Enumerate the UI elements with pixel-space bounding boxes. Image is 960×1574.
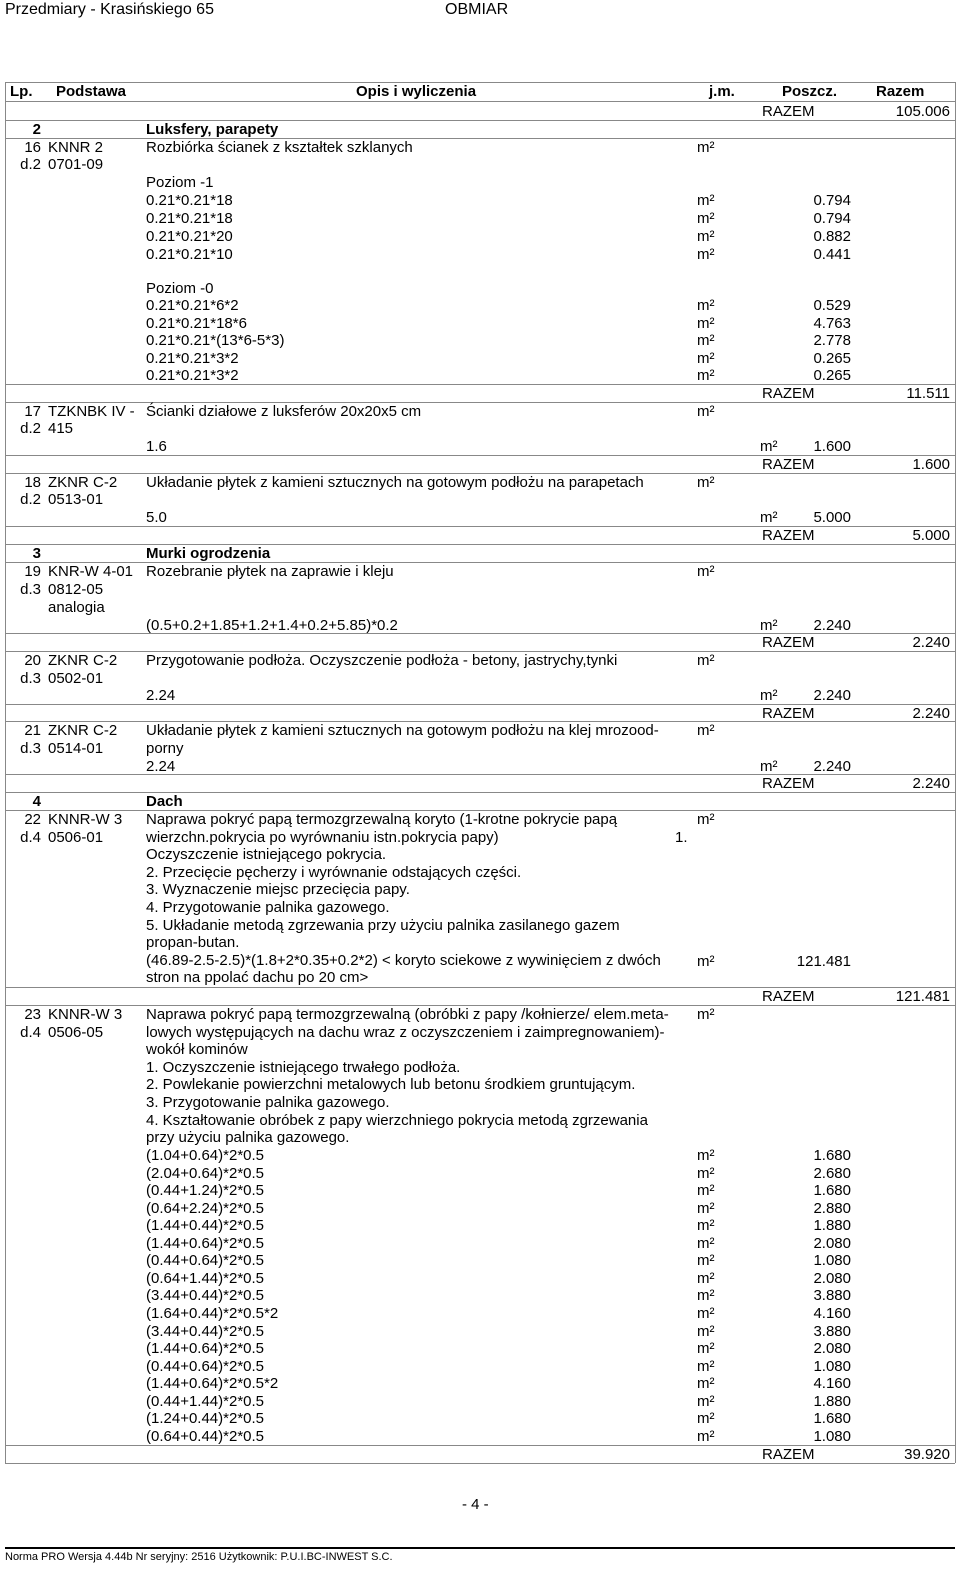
calc-value: 1.880 — [813, 1217, 851, 1235]
item-unit: m² — [697, 563, 715, 580]
calc-formula: (0.44+0.64)*2*0.5 — [146, 1252, 265, 1270]
item-description: Przygotowanie podłoża. Oczyszczenie podłoża - betony, jastrychy,tynki — [146, 652, 618, 669]
document-title: Przedmiary - Krasińskiego 65 — [5, 1, 214, 18]
calc-unit: m² — [697, 349, 715, 367]
calc-unit: m² — [697, 1217, 715, 1235]
calc-value: 2.240 — [813, 617, 851, 634]
calc-formula: (0.64+0.44)*2*0.5 — [146, 1427, 265, 1445]
calc-unit: m² — [697, 953, 715, 970]
calc-unit: m² — [697, 332, 715, 349]
item-basis-code: 0506-05 — [48, 1024, 104, 1041]
calc-formula: (1.44+0.64)*2*0.5*2 — [146, 1375, 279, 1393]
group-label: Poziom -1 — [146, 174, 214, 191]
description-line: przy użyciu palnika gazowego. — [146, 1129, 350, 1147]
item-lp: 23 — [24, 1006, 41, 1023]
calc-formula: 0.21*0.21*10 — [146, 246, 233, 263]
item-description: Rozebranie płytek na zaprawie i kleju — [146, 563, 394, 580]
calc-unit: m² — [697, 1304, 715, 1322]
description-line: wokół kominów — [146, 1041, 248, 1059]
razem-label: RAZEM — [762, 634, 815, 651]
item-unit: m² — [697, 1006, 715, 1023]
calc-formula: 0.21*0.21*3*2 — [146, 349, 239, 367]
calc-value: 2.240 — [813, 758, 851, 775]
section-title: Luksfery, parapety — [146, 121, 279, 138]
calc-formula: 0.21*0.21*3*2 — [146, 367, 239, 384]
description-line: 4. Kształtowanie obróbek z papy wierzchniego pokrycia metodą zgrzewania — [146, 1111, 648, 1129]
item-basis-code: 0513-01 — [48, 491, 104, 508]
razem-label: RAZEM — [762, 103, 815, 120]
calc-formula: (3.44+0.44)*2*0.5 — [146, 1322, 265, 1340]
calc-unit: m² — [697, 1164, 715, 1182]
calc-formula: (1.24+0.44)*2*0.5 — [146, 1410, 265, 1428]
item-unit: m² — [697, 811, 715, 828]
calc-value: 3.880 — [813, 1287, 851, 1305]
page-number: - 4 - — [462, 1496, 489, 1513]
razem-value: 105.006 — [895, 103, 950, 120]
calc-unit: m² — [697, 1340, 715, 1358]
calc-formula: (0.64+1.44)*2*0.5 — [146, 1269, 265, 1287]
item-lp-dept: d.2 — [20, 420, 41, 437]
item-basis: KNR-W 4-01 — [48, 563, 134, 580]
calc-value: 5.000 — [813, 509, 851, 526]
item-lp-dept: d.3 — [20, 581, 41, 598]
calc-formula: (0.44+1.24)*2*0.5 — [146, 1182, 265, 1200]
calc-unit: m² — [697, 1147, 715, 1164]
calc-unit: m² — [697, 297, 715, 314]
item-description-cont: porny — [146, 740, 184, 757]
item-basis: TZKNBK IV - — [48, 403, 135, 420]
description-line: propan-butan. — [146, 934, 240, 952]
razem-value: 11.511 — [906, 385, 950, 402]
item-unit: m² — [697, 652, 715, 669]
item-basis: KNNR-W 3 — [48, 811, 123, 828]
item-description: Ścianki działowe z luksferów 20x20x5 cm — [146, 403, 422, 420]
calc-formula: (3.44+0.44)*2*0.5 — [146, 1287, 265, 1305]
item-basis-code: 0812-05 — [48, 581, 104, 598]
calc-formula: 0.21*0.21*18*6 — [146, 314, 247, 332]
razem-label: RAZEM — [762, 456, 815, 473]
section-number: 2 — [32, 121, 41, 138]
calc-formula: 2.24 — [146, 687, 176, 704]
calc-value: 121.481 — [796, 953, 851, 970]
description-line: 2. Przecięcie pęcherzy i wyrównanie odstających części. — [146, 863, 522, 881]
calc-formula: (0.44+0.64)*2*0.5 — [146, 1357, 265, 1375]
step-number: 1. — [675, 829, 688, 846]
item-lp: 22 — [24, 811, 41, 828]
calc-value: 0.441 — [813, 246, 851, 263]
calc-formula: (1.04+0.64)*2*0.5 — [146, 1147, 265, 1164]
calc-unit: m² — [697, 1322, 715, 1340]
calc-unit: m² — [697, 367, 715, 384]
description-line: Oczyszczenie istniejącego pokrycia. — [146, 846, 387, 864]
calc-unit: m² — [760, 438, 778, 455]
item-unit: m² — [697, 722, 715, 739]
footer-text: Norma PRO Wersja 4.44b Nr seryjny: 2516 Użytkownik: P.U.I.BC-INWEST S.C. — [5, 1551, 393, 1563]
calc-unit: m² — [760, 758, 778, 775]
calc-value: 0.882 — [813, 228, 851, 245]
calc-value: 2.680 — [813, 1164, 851, 1182]
razem-value: 39.920 — [904, 1446, 950, 1463]
calc-value: 0.265 — [813, 349, 851, 367]
calc-value: 1.680 — [813, 1147, 851, 1164]
calc-unit: m² — [697, 228, 715, 245]
calc-unit: m² — [697, 1357, 715, 1375]
calc-unit: m² — [697, 1234, 715, 1252]
item-lp-dept: d.3 — [20, 740, 41, 757]
razem-label: RAZEM — [762, 988, 815, 1005]
section-title: Dach — [146, 793, 183, 810]
item-description: Rozbiórka ścianek z kształtek szklanych — [146, 139, 413, 156]
razem-value: 5.000 — [912, 527, 950, 544]
calc-value: 1.080 — [813, 1357, 851, 1375]
section-title: OBMIAR — [445, 1, 509, 18]
razem-value: 121.481 — [895, 988, 950, 1005]
section-number: 3 — [32, 545, 41, 562]
calc-value: 0.794 — [813, 192, 851, 209]
item-basis: ZKNR C-2 — [48, 474, 118, 491]
calc-unit: m² — [760, 687, 778, 704]
calc-unit: m² — [697, 1392, 715, 1410]
description-line: 1. Oczyszczenie istniejącego trwałego podłoża. — [146, 1058, 461, 1076]
calc-formula: (0.44+1.44)*2*0.5 — [146, 1392, 265, 1410]
calc-formula: (1.64+0.44)*2*0.5*2 — [146, 1304, 279, 1322]
item-basis-code: 0506-01 — [48, 829, 104, 846]
item-lp-dept: d.4 — [20, 829, 41, 846]
col-jm: j.m. — [709, 83, 735, 100]
calc-unit: m² — [697, 1410, 715, 1428]
item-basis: ZKNR C-2 — [48, 722, 118, 739]
section-title: Murki ogrodzenia — [146, 545, 271, 562]
col-opis: Opis i wyliczenia — [356, 83, 477, 100]
calc-value: 4.763 — [813, 314, 851, 332]
item-lp: 20 — [24, 652, 41, 669]
razem-value: 2.240 — [912, 634, 950, 651]
col-poszcz: Poszcz. — [782, 83, 838, 100]
item-basis-code: 0514-01 — [48, 740, 104, 757]
calc-unit: m² — [760, 617, 778, 634]
calc-unit: m² — [697, 210, 715, 227]
calc-formula: (1.44+0.44)*2*0.5 — [146, 1217, 265, 1235]
calc-value: 2.080 — [813, 1269, 851, 1287]
razem-value: 2.240 — [912, 775, 950, 792]
item-lp-dept: d.2 — [20, 491, 41, 508]
calc-formula: (0.5+0.2+1.85+1.2+1.4+0.2+5.85)*0.2 — [146, 617, 398, 634]
razem-label: RAZEM — [762, 1446, 815, 1463]
calc-formula: 0.21*0.21*18 — [146, 192, 233, 209]
calc-formula: 0.21*0.21*18 — [146, 210, 233, 227]
calc-formula: 0.21*0.21*(13*6-5*3) — [146, 332, 285, 349]
item-basis-code: 415 — [48, 420, 74, 437]
calc-formula: (2.04+0.64)*2*0.5 — [146, 1164, 265, 1182]
calc-unit: m² — [697, 314, 715, 332]
calc-formula: 2.24 — [146, 758, 176, 775]
calc-value: 1.080 — [813, 1427, 851, 1445]
calc-formula: 1.6 — [146, 438, 167, 455]
calc-unit: m² — [697, 1252, 715, 1270]
calc-formula: (0.64+2.24)*2*0.5 — [146, 1199, 265, 1217]
description-line: 4. Przygotowanie palnika gazowego. — [146, 899, 390, 916]
razem-label: RAZEM — [762, 385, 815, 402]
calc-formula: 0.21*0.21*6*2 — [146, 297, 239, 314]
razem-label: RAZEM — [762, 775, 815, 792]
calc-value: 2.880 — [813, 1199, 851, 1217]
razem-label: RAZEM — [762, 705, 815, 722]
razem-value: 1.600 — [912, 456, 950, 473]
description-line: wierzchn.pokrycia po wyrównaniu istn.pokrycia papy) — [146, 828, 499, 846]
col-razem: Razem — [876, 83, 925, 100]
item-lp: 17 — [24, 403, 41, 420]
description-line: 3. Wyznaczenie miejsc przecięcia papy. — [146, 881, 410, 899]
calc-unit: m² — [697, 1269, 715, 1287]
calc-value: 0.265 — [813, 367, 851, 384]
calc-value: 0.529 — [813, 297, 851, 314]
item-lp: 16 — [24, 139, 41, 156]
calc-formula: 5.0 — [146, 509, 167, 526]
item-lp: 21 — [24, 722, 41, 739]
description-line: 2. Powlekanie powierzchni metalowych lub betonu środkiem gruntującym. — [146, 1076, 636, 1094]
description-line: lowych występujących na dachu wraz z oczyszczeniem i zaimpregnowaniem)- — [146, 1023, 665, 1041]
calc-value: 2.240 — [813, 687, 851, 704]
calc-unit: m² — [760, 509, 778, 526]
calc-unit: m² — [697, 1427, 715, 1445]
calc-value: 2.778 — [813, 332, 851, 349]
calc-value: 2.080 — [813, 1234, 851, 1252]
item-lp: 18 — [24, 474, 41, 491]
description-line: (46.89-2.5-2.5)*(1.8+2*0.35+0.2*2) < koryto sciekowe z wywinięciem z dwóch — [146, 951, 661, 969]
item-description: Układanie płytek z kamieni sztucznych na gotowym podłożu na parapetach — [146, 474, 644, 491]
item-unit: m² — [697, 403, 715, 420]
item-basis-code: 0701-09 — [48, 156, 104, 173]
calc-value: 1.880 — [813, 1392, 851, 1410]
description-line: Naprawa pokryć papą termozgrzewalną koryto (1-krotne pokrycie papą — [146, 811, 618, 828]
calc-formula: (1.44+0.64)*2*0.5 — [146, 1340, 265, 1358]
calc-unit: m² — [697, 1182, 715, 1200]
item-basis: KNNR 2 — [48, 139, 104, 156]
item-lp: 19 — [24, 563, 41, 580]
item-description: Układanie płytek z kamieni sztucznych na gotowym podłożu na klej mrozood- — [146, 722, 659, 739]
section-number: 4 — [32, 793, 41, 810]
calc-unit: m² — [697, 1199, 715, 1217]
calc-value: 1.680 — [813, 1410, 851, 1428]
calc-value: 3.880 — [813, 1322, 851, 1340]
calc-unit: m² — [697, 192, 715, 209]
calc-value: 1.680 — [813, 1182, 851, 1200]
item-basis: ZKNR C-2 — [48, 652, 118, 669]
calc-value: 4.160 — [813, 1375, 851, 1393]
item-lp-dept: d.3 — [20, 670, 41, 687]
calc-unit: m² — [697, 246, 715, 263]
item-basis: KNNR-W 3 — [48, 1006, 123, 1023]
item-unit: m² — [697, 474, 715, 491]
description-line: 5. Układanie metodą zgrzewania przy użyciu palnika zasilanego gazem — [146, 916, 620, 934]
calc-value: 2.080 — [813, 1340, 851, 1358]
calc-value: 1.600 — [813, 438, 851, 455]
calc-formula: (1.44+0.64)*2*0.5 — [146, 1234, 265, 1252]
calc-unit: m² — [697, 1287, 715, 1305]
item-unit: m² — [697, 139, 715, 156]
item-lp-dept: d.4 — [20, 1024, 41, 1041]
item-basis-code: 0502-01 — [48, 670, 104, 687]
razem-label: RAZEM — [762, 527, 815, 544]
calc-unit: m² — [697, 1375, 715, 1393]
calc-value: 0.794 — [813, 210, 851, 227]
calc-formula: 0.21*0.21*20 — [146, 228, 233, 245]
description-line: stron na ppolać dachu po 20 cm> — [146, 969, 369, 987]
calc-value: 1.080 — [813, 1252, 851, 1270]
description-line: Naprawa pokryć papą termozgrzewalną (obróbki z papy /kołnierze/ elem.meta- — [146, 1006, 669, 1023]
razem-value: 2.240 — [912, 705, 950, 722]
description-line: 3. Przygotowanie palnika gazowego. — [146, 1094, 390, 1111]
col-lp: Lp. — [10, 83, 33, 100]
col-podstawa: Podstawa — [56, 83, 127, 100]
group-label: Poziom -0 — [146, 280, 214, 297]
item-basis-note: analogia — [48, 599, 105, 616]
calc-value: 4.160 — [813, 1304, 851, 1322]
item-lp-dept: d.2 — [20, 156, 41, 173]
